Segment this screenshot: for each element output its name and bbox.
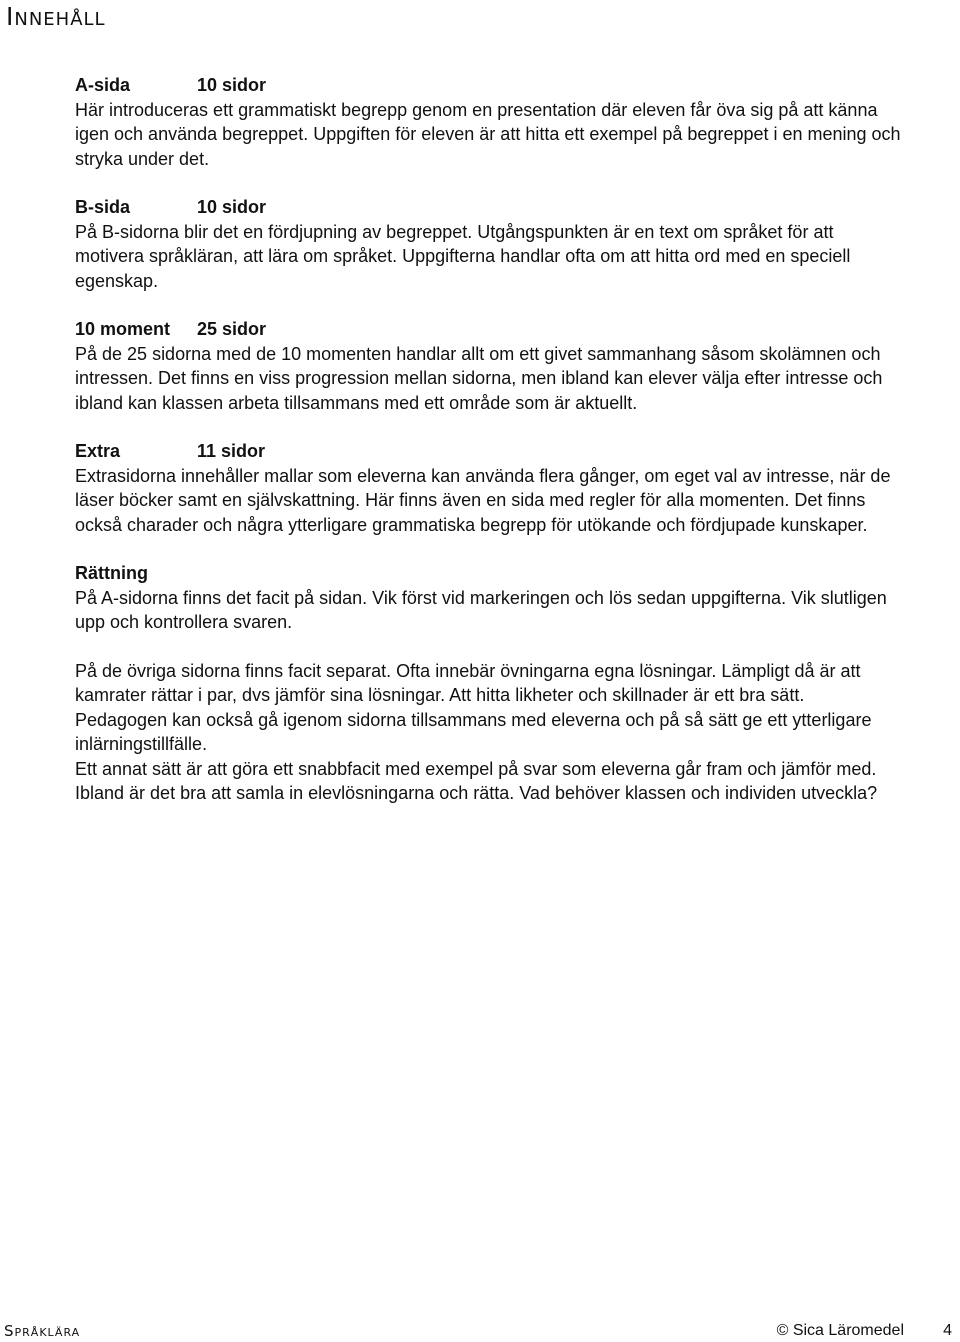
footer-brand: Språklära: [4, 1322, 81, 1340]
section-name: Extra: [75, 441, 121, 461]
section-heading: [75, 317, 905, 342]
footer-publisher: © Sica Läromedel: [776, 1322, 904, 1339]
section-extra: [75, 439, 905, 537]
section-text: Här introduceras ett grammatiskt begrepp genom en presentation där eleven får öva sig på att känna igen och använda begreppet. Uppgiften för eleven är att hitta ett exempel på begreppet i en mening och stryka under det.: [75, 99, 901, 169]
section-name: A-sida: [75, 75, 131, 95]
section-name: 10 moment: [75, 319, 171, 339]
correction-paragraph: Ett annat sätt är att göra ett snabbfacit med exempel på svar som eleverna går fram och jämför med.: [75, 758, 877, 779]
correction-paragraph: På de övriga sidorna finns facit separat. Ofta innebär övningarna egna lösningar. Lämpligt då är att kamrater rättar i par, dvs jämför sina lösningar. Att hitta likheter och skillnader är ett bra sätt.: [75, 660, 861, 705]
page-footer: [0, 1320, 960, 1342]
section-count: 10 sidor: [197, 75, 267, 95]
correction-paragraph: Ibland är det bra att samla in elevlösningarna och rätta. Vad behöver klassen och individen utveckla?: [75, 783, 878, 803]
page-number: 4: [943, 1322, 952, 1339]
section-name: B-sida: [75, 197, 131, 217]
section-rattning: [75, 561, 905, 635]
section-heading: [75, 195, 905, 220]
section-text: Extrasidorna innehåller mallar som eleverna kan använda flera gånger, om eget val av intresse, när de läser böcker samt en självskattning. Här finns även en sida med regler för alla momenten. Det finns också charader och några ytterligare grammatiska begrepp för utökande och fördjupade kunskaper.: [75, 465, 891, 535]
section-text: På B-sidorna blir det en fördjupning av begreppet. Utgångspunkten är en text om språket för att motivera språkläran, att lära om språket. Uppgifterna handlar ofta om att hitta ord med en speciell egenskap.: [75, 221, 851, 291]
correction-paragraph: På A-sidorna finns det facit på sidan. Vik först vid markeringen och lös sedan uppgifterna. Vik slutligen upp och kontrollera svaren.: [75, 587, 887, 632]
page-title: Innehåll: [6, 2, 106, 31]
section-count: 25 sidor: [197, 319, 267, 339]
section-count: 11 sidor: [197, 441, 266, 461]
section-text: På de 25 sidorna med de 10 momenten handlar allt om ett givet sammanhang såsom skolämnen och intressen. Det finns en viss progression mellan sidorna, men ibland kan elever välja efter intresse och ibland kan klassen arbeta tillsammans med ett område som är aktuellt.: [75, 343, 883, 413]
correction-heading: Rättning: [75, 563, 148, 583]
correction-paragraph: Pedagogen kan också gå igenom sidorna tillsammans med eleverna och på så sätt ge ett ytterligare inlärningstillfälle.: [75, 709, 872, 754]
section-a-sida: [75, 73, 905, 171]
main-content: [75, 73, 905, 806]
section-10-moment: [75, 317, 905, 415]
section-heading: [75, 73, 905, 98]
section-count: 10 sidor: [197, 197, 267, 217]
section-b-sida: [75, 195, 905, 293]
section-heading: [75, 439, 905, 464]
